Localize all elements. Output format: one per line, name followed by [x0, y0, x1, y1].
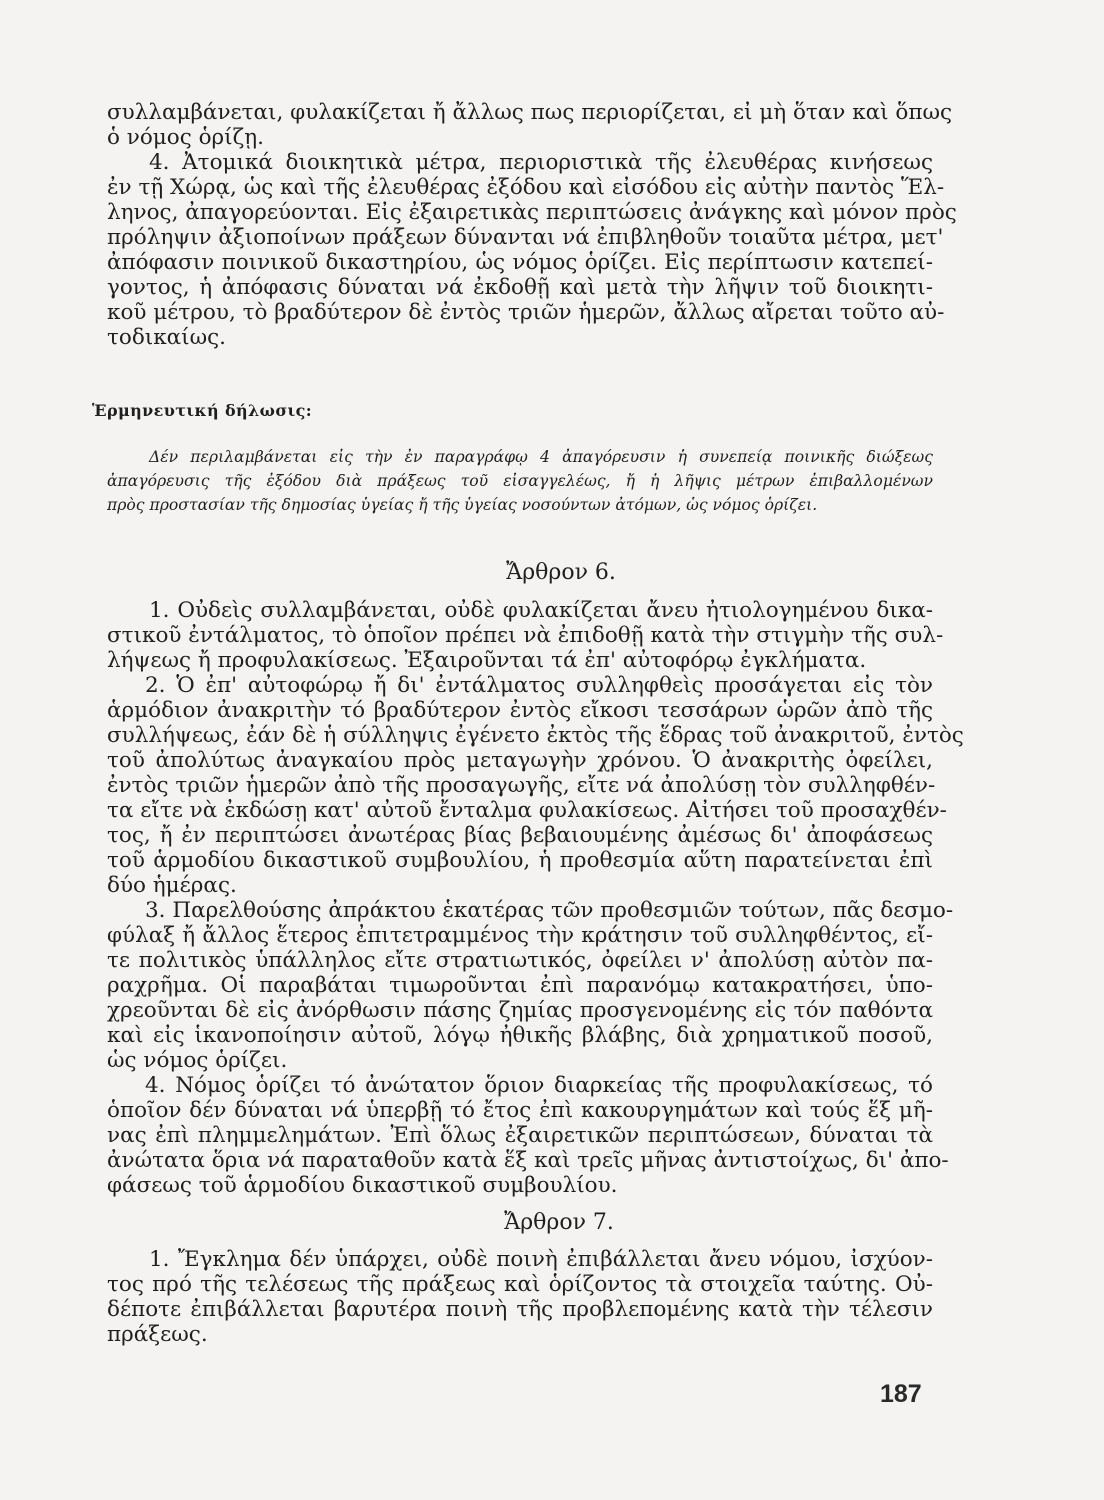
text-line: τος, ἤ ἐν περιπτώσει ἀνωτέρας βίας βεβαιουμένης ἀμέσως δι' ἀποφάσεως [107, 823, 933, 848]
text-line: ἐντὸς τριῶν ἡμερῶν ἀπὸ τῆς προσαγωγῆς, εἴτε νά ἀπολύσῃ τὸν συλληφθέν- [107, 773, 936, 798]
text-line: τος πρό τῆς τελέσεως τῆς πράξεως καὶ ὁρίζοντος τὰ στοιχεῖα ταύτης. Οὐ- [107, 1272, 933, 1297]
paragraph-4-start: 4. Ἀτομικά διοικητικὰ μέτρα, περιοριστικὰ τῆς ἐλευθέρας κινήσεως [149, 150, 933, 175]
text-line: δέποτε ἐπιβάλλεται βαρυτέρα ποινὴ τῆς προβλεπομένης κατὰ τὴν τέλεσιν [107, 1297, 933, 1322]
paragraph-1-start: 1. Οὐδεὶς συλλαμβάνεται, οὐδὲ φυλακίζεται ἄνευ ἠτιολογημένου δικα- [149, 598, 933, 623]
text-line: γοντος, ἡ ἀπόφασις δύναται νά ἐκδοθῇ καὶ μετὰ τὴν λῆψιν τοῦ διοικητι- [107, 275, 933, 300]
text-line: κοῦ μέτρου, τὸ βραδύτερον δὲ ἐντὸς τριῶν ἡμερῶν, ἄλλως αἴρεται τοῦτο αὐ- [107, 300, 945, 325]
text-line: νας ἐπὶ πλημμελημάτων. Ἐπὶ ὅλως ἐξαιρετικῶν περιπτώσεων, δύναται τὰ [107, 1123, 933, 1148]
text-line: ὁποῖον δέν δύναται νά ὑπερβῇ τό ἔτος ἐπὶ κακουργημάτων καὶ τούς ἕξ μῆ- [107, 1098, 933, 1123]
article-6-body [107, 598, 964, 1198]
text-line: τα εἴτε νὰ ἐκδώσῃ κατ' αὐτοῦ ἔνταλμα φυλακίσεως. Αἰτήσει τοῦ προσαχθέν- [107, 798, 947, 823]
text-line: συλλήψεως, ἐάν δὲ ἡ σύλληψις ἐγένετο ἐκτὸς τῆς ἕδρας τοῦ ἀνακριτοῦ, ἐντὸς [107, 723, 964, 748]
text-line: ὁ νόμος ὁρίζῃ. [107, 125, 264, 150]
text-line: καὶ εἰς ἱκανοποίησιν αὐτοῦ, λόγῳ ἠθικῆς βλάβης, διὰ χρηματικοῦ ποσοῦ, [107, 1023, 933, 1048]
text-line: ἀπαγόρευσις τῆς ἐξόδου διὰ πράξεως τοῦ εἰσαγγελέως, ἤ ἡ λῆψις μέτρων ἐπιβαλλομένων [107, 472, 933, 490]
article-7-body [107, 1247, 933, 1347]
text-line: τοδικαίως. [107, 325, 227, 350]
text-line: ἀνώτατα ὅρια νά παραταθοῦν κατὰ ἕξ καὶ τρεῖς μῆνας ἀντιστοίχως, δι' ἀπο- [107, 1148, 949, 1173]
text-line: ληνος, ἀπαγορεύονται. Εἰς ἐξαιρετικὰς περιπτώσεις ἀνάγκης καὶ μόνον πρὸς [107, 200, 957, 225]
text-line: τε πολιτικὸς ὑπάλληλος εἴτε στρατιωτικός, ὀφείλει ν' ἀπολύσῃ αὐτὸν πα- [107, 948, 933, 973]
text-line: πρόληψιν ἀξιοποίνων πράξεων δύνανται νά ἐπιβληθοῦν τοιαῦτα μέτρα, μετ' [107, 225, 944, 250]
paragraph-1-start: 1. Ἔγκλημα δέν ὑπάρχει, οὐδὲ ποινὴ ἐπιβάλλεται ἄνευ νόμου, ἰσχύον- [149, 1247, 933, 1272]
paragraph-4-start: 4. Νόμος ὁρίζει τό ἀνώτατον ὅριον διαρκείας τῆς προφυλακίσεως, τό [145, 1073, 933, 1098]
text-line: λήψεως ἤ προφυλακίσεως. Ἐξαιροῦνται τά ἐπ' αὐτοφόρῳ ἐγκλήματα. [107, 648, 867, 673]
text-line: ὡς νόμος ὁρίζει. [107, 1048, 288, 1073]
paragraph-2-start: 2. Ὁ ἐπ' αὐτοφώρῳ ἤ δι' ἐντάλματος συλληφθεὶς προσάγεται εἰς τὸν [145, 673, 933, 698]
text-line: στικοῦ ἐντάλματος, τὸ ὁποῖον πρέπει νὰ ἐπιδοθῇ κατὰ τὴν στιγμὴν τῆς συλ- [107, 623, 944, 648]
text-line: ραχρῆμα. Οἱ παραβάται τιμωροῦνται ἐπὶ παρανόμῳ κατακρατήσει, ὑπο- [107, 973, 933, 998]
text-line: ἀπόφασιν ποινικοῦ δικαστηρίου, ὡς νόμος ὁρίζει. Εἰς περίπτωσιν κατεπεί- [107, 250, 933, 275]
text-line: τοῦ ἁρμοδίου δικαστικοῦ συμβουλίου, ἡ προθεσμία αὕτη παρατείνεται ἐπὶ [107, 848, 933, 873]
text-line: ἐν τῇ Χώρᾳ, ὡς καὶ τῆς ἐλευθέρας ἐξόδου καὶ εἰσόδου εἰς αὐτὴν παντὸς Ἕλ- [107, 175, 945, 200]
text-line: χρεοῦνται δὲ εἰς ἀνόρθωσιν πάσης ζημίας προσγενομένης εἰς τόν παθόντα [107, 998, 933, 1023]
article5-continuation [107, 100, 957, 350]
text-line: πρὸς προστασίαν τῆς δημοσίας ὑγείας ἤ τῆς ὑγείας νοσούντων ἀτόμων, ὡς νόμος ὁρίζει. [107, 496, 818, 514]
page-number: 187 [880, 1380, 922, 1408]
text-line: τοῦ ἀπολύτως ἀναγκαίου πρὸς μεταγωγὴν χρόνου. Ὁ ἀνακριτὴς ὀφείλει, [107, 748, 933, 773]
text-line: Δέν περιλαμβάνεται εἰς τὴν ἐν παραγράφῳ 4 ἀπαγόρευσιν ἡ συνεπείᾳ ποινικῆς διώξεως [149, 448, 933, 466]
text-line: πράξεως. [107, 1322, 208, 1347]
interpretive-declaration-text [107, 445, 933, 517]
article-7-heading: Ἄρθρον 7. [504, 1210, 614, 1235]
text-line: ἁρμόδιον ἀνακριτὴν τό βραδύτερον ἐντὸς εἴκοσι τεσσάρων ὡρῶν ἀπὸ τῆς [107, 698, 933, 723]
text-line: φύλαξ ἤ ἄλλος ἕτερος ἐπιτετραμμένος τὴν κράτησιν τοῦ συλληφθέντος, εἴ- [107, 923, 933, 948]
text-line: συλλαμβάνεται, φυλακίζεται ἤ ἄλλως πως περιορίζεται, εἰ μὴ ὅταν καὶ ὅπως [107, 100, 953, 125]
text-line: δύο ἡμέρας. [107, 873, 237, 898]
interpretive-declaration-heading: Ἑρμηνευτική δήλωσις: [92, 401, 313, 420]
paragraph-3-start: 3. Παρελθούσης ἀπράκτου ἑκατέρας τῶν προθεσμιῶν τούτων, πᾶς δεσμο- [145, 898, 954, 923]
article-6-heading: Ἄρθρον 6. [506, 560, 616, 585]
text-line: φάσεως τοῦ ἁρμοδίου δικαστικοῦ συμβουλίου. [107, 1173, 618, 1198]
